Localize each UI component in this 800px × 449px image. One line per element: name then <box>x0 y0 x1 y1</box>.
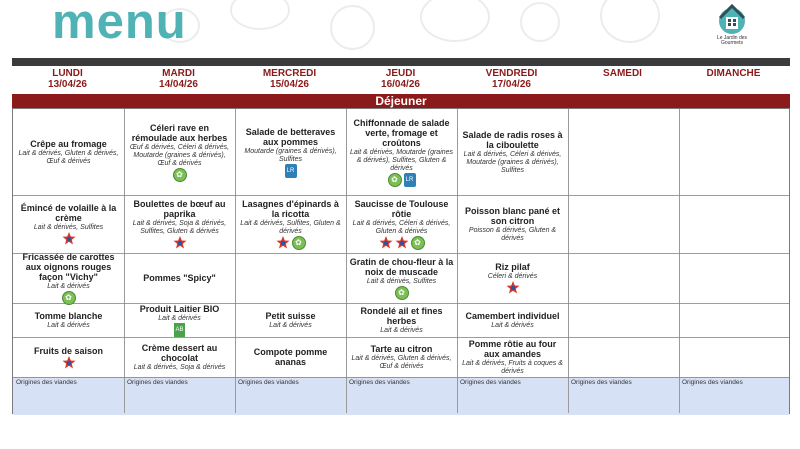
label-badges <box>173 236 187 249</box>
header-banner <box>0 0 800 58</box>
dish-name: Camembert individuel <box>465 310 560 321</box>
menu-cell <box>13 253 124 303</box>
menu-cell <box>679 109 790 195</box>
menu-cell <box>346 303 457 337</box>
meat-origin-label: Origines des viandes <box>571 379 632 386</box>
dish-name: Petit suisse <box>265 310 316 321</box>
chef-star-icon <box>276 236 290 249</box>
allergen-info: Œuf & dérivés, Céleri & dérivés, Moutarde (graines & dérivés), Œuf & dérivés <box>129 143 230 167</box>
allergen-info: Lait & dérivés <box>380 326 423 334</box>
menu-grid <box>12 108 790 414</box>
dish-name: Chiffonnade de salade verte, fromage et croûtons <box>353 117 450 148</box>
menu-cell <box>679 303 790 337</box>
day-name: MARDI <box>162 68 195 79</box>
dish-name: Salade de radis roses à la ciboulette <box>462 129 563 150</box>
day-name: MERCREDI <box>262 68 317 79</box>
menu-cell <box>235 195 346 253</box>
menu-cell <box>568 195 679 253</box>
leaf-badge-icon: ✿ <box>388 173 402 187</box>
dish-name: Émincé de volaille à la crème <box>20 203 117 223</box>
menu-cell <box>124 303 235 337</box>
menu-cell <box>346 109 457 195</box>
dish-name: Poisson blanc pané et son citron <box>464 205 561 226</box>
allergen-info: Lait & dérivés, Gluten & dérivés, Œuf & dérivés <box>351 354 452 370</box>
day-name: JEUDI <box>385 68 416 79</box>
menu-cell <box>124 337 235 377</box>
leaf-badge-icon: ✿ <box>411 236 425 250</box>
quality-label-icon: LR <box>404 173 416 187</box>
section-lunch-header: Déjeuner <box>12 94 790 108</box>
logo-name: Le Jardin des Gourmets <box>716 35 748 46</box>
dish-name: Compote pomme ananas <box>253 347 328 367</box>
day-saturday <box>567 68 678 79</box>
day-date: 16/04/26 <box>381 79 420 90</box>
menu-cell <box>457 303 568 337</box>
allergen-info: Lait & dérivés, Moutarde (graines & dérivés), Sulfites, Gluten & dérivés <box>349 148 454 172</box>
label-badges <box>388 173 416 187</box>
allergen-info: Lait & dérivés, Fruits à coques & dérivés <box>462 359 563 375</box>
dish-name: Céleri rave en rémoulade aux herbes <box>131 122 228 143</box>
allergen-info: Céleri & dérivés <box>487 273 538 280</box>
logo <box>708 2 756 50</box>
menu-cell <box>457 195 568 253</box>
allergen-info: Lait & dérivés, Céleri & dérivés, Gluten & dérivés <box>352 219 451 235</box>
leaf-badge-icon: ✿ <box>62 291 76 305</box>
quality-label-icon: LR <box>285 164 297 178</box>
menu-cell <box>568 253 679 303</box>
menu-cell <box>457 109 568 195</box>
dish-name: Riz pilaf <box>495 262 530 272</box>
allergen-info: Moutarde (graines & dérivés), Sulfites <box>244 147 337 163</box>
day-thursday <box>345 68 456 90</box>
menu-cell <box>235 337 346 377</box>
dish-name: Rondelé ail et fines herbes <box>360 305 443 326</box>
leaf-badge-icon: ✿ <box>292 236 306 250</box>
allergen-info: Lait & dérivés <box>491 321 534 329</box>
menu-cell <box>235 109 346 195</box>
dish-name: Gratin de chou-fleur à la noix de muscade <box>349 256 454 277</box>
day-name: SAMEDI <box>603 68 642 79</box>
day-monday <box>12 68 123 90</box>
day-name: VENDREDI <box>485 68 538 79</box>
menu-cell <box>124 109 235 195</box>
dish-name: Fruits de saison <box>33 345 104 356</box>
day-name: DIMANCHE <box>706 68 761 79</box>
dish-name: Pommes "Spicy" <box>143 273 216 283</box>
day-date: 13/04/26 <box>48 79 87 90</box>
menu-cell <box>346 195 457 253</box>
allergen-info: Lait & dérivés, Céleri & dérivés, Moutarde (graines & dérivés), Sulfites <box>463 150 562 174</box>
allergen-info: Lait & dérivés, Sulfites, Gluten & dérivés <box>240 219 341 235</box>
dish-name: Salade de betteraves aux pommes <box>245 126 336 147</box>
house-logo-icon <box>715 2 749 36</box>
menu-cell <box>235 303 346 337</box>
day-tuesday <box>123 68 234 90</box>
chef-star-icon <box>62 232 76 245</box>
dish-name: Boulettes de bœuf au paprika <box>133 199 226 219</box>
day-date: 17/04/26 <box>492 79 531 90</box>
day-friday <box>456 68 567 90</box>
label-badges <box>395 286 409 300</box>
leaf-badge-icon: ✿ <box>173 168 187 182</box>
meat-origin-label: Origines des viandes <box>127 379 188 386</box>
meat-origin-label: Origines des viandes <box>682 379 743 386</box>
label-badges <box>62 232 76 245</box>
menu-cell <box>124 195 235 253</box>
menu-cell <box>13 303 124 337</box>
meat-origin-label: Origines des viandes <box>238 379 299 386</box>
chef-star-icon <box>395 236 409 249</box>
menu-cell <box>124 253 235 303</box>
menu-cell <box>679 195 790 253</box>
dish-name: Fricassée de carottes aux oignons rouges façon "Vichy" <box>22 251 115 282</box>
menu-cell <box>346 337 457 377</box>
label-badges <box>174 323 185 337</box>
meat-origin-label: Origines des viandes <box>460 379 521 386</box>
label-badges <box>276 236 306 250</box>
menu-cell <box>457 337 568 377</box>
menu-cell <box>568 303 679 337</box>
day-header-row <box>12 68 790 94</box>
label-badges <box>173 168 187 182</box>
dish-name: Tarte au citron <box>370 343 433 354</box>
day-date: 15/04/26 <box>270 79 309 90</box>
dish-name: Crème dessert au chocolat <box>141 342 218 363</box>
allergen-info: Lait & dérivés <box>269 321 312 329</box>
day-sunday <box>678 68 789 79</box>
allergen-info: Lait & dérivés, Sulfites <box>366 277 437 285</box>
chef-star-icon <box>379 236 393 249</box>
day-wednesday <box>234 68 345 90</box>
row-divider <box>13 377 789 378</box>
label-badges <box>506 281 520 294</box>
menu-cell <box>679 337 790 377</box>
allergen-info: Lait & dérivés, Soja & dérivés <box>133 363 226 371</box>
allergen-info: Lait & dérivés, Soja & dérivés, Sulfites, Gluten & dérivés <box>132 220 227 235</box>
menu-cell <box>457 253 568 303</box>
dish-name: Produit Laitier BIO <box>139 303 220 314</box>
menu-cell <box>13 337 124 377</box>
day-date: 14/04/26 <box>159 79 198 90</box>
dish-name: Lasagnes d'épinards à la ricotta <box>242 198 339 219</box>
chef-star-icon <box>173 236 187 249</box>
allergen-info: Poisson & dérivés, Gluten & dérivés <box>468 226 557 242</box>
menu-cell <box>679 253 790 303</box>
day-name: LUNDI <box>52 68 83 79</box>
meat-origin-label: Origines des viandes <box>16 379 77 386</box>
allergen-info: Lait & dérivés <box>158 314 201 322</box>
dish-name: Saucisse de Toulouse rôtie <box>354 198 449 219</box>
chef-star-icon <box>62 356 76 369</box>
dish-name: Pomme rôtie au four aux amandes <box>468 338 557 359</box>
label-badges <box>379 236 425 250</box>
allergen-info: Lait & dérivés, Gluten & dérivés, Œuf & dérivés <box>18 149 119 165</box>
menu-cell <box>235 253 346 303</box>
menu-cell <box>13 109 124 195</box>
leaf-badge-icon: ✿ <box>395 286 409 300</box>
dish-name: Tomme blanche <box>34 310 103 321</box>
allergen-info: Lait & dérivés <box>47 282 90 290</box>
label-badges <box>62 356 76 369</box>
menu-cell <box>568 109 679 195</box>
label-badges <box>285 164 297 178</box>
meat-origin-label: Origines des viandes <box>349 379 410 386</box>
bio-label-icon: AB <box>174 323 185 337</box>
menu-cell <box>346 253 457 303</box>
page-title: menu <box>52 0 187 49</box>
dish-name: Crêpe au fromage <box>30 138 107 149</box>
allergen-info: Lait & dérivés <box>47 321 90 329</box>
allergen-info: Lait & dérivés, Sulfites <box>33 224 104 231</box>
chef-star-icon <box>506 281 520 294</box>
top-bar <box>12 58 790 66</box>
menu-cell <box>13 195 124 253</box>
menu-cell <box>568 337 679 377</box>
